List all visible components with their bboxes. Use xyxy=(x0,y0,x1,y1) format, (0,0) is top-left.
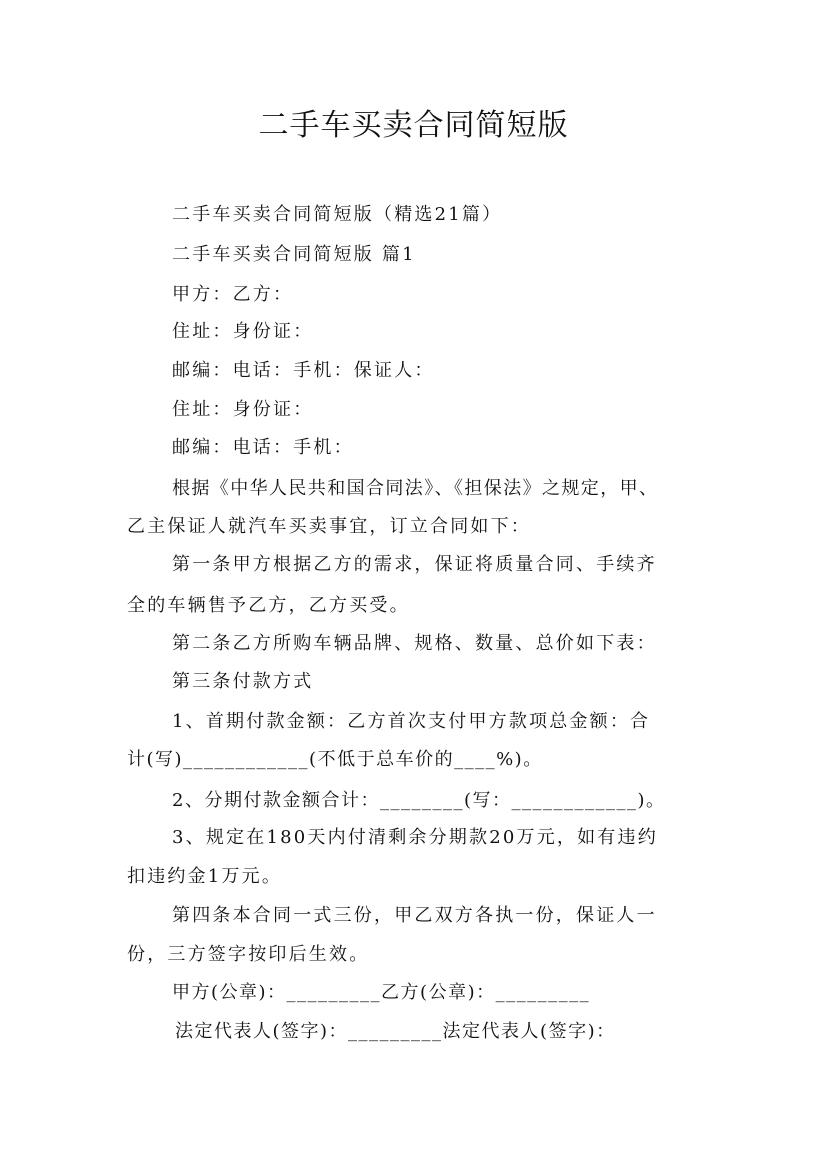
signature-line: 甲方(公章)：_________乙方(公章)：_________ xyxy=(172,982,591,1003)
payment-item: 计(写)____________(不低于总车价的____%)。 xyxy=(127,749,543,770)
section-heading: 二手车买卖合同简短版 篇1 xyxy=(172,244,416,265)
payment-item: 3、规定在180天内付清剩余分期款20万元，如有违约 xyxy=(172,827,658,848)
paragraph-line: 乙主保证人就汽车买卖事宜，订立合同如下： xyxy=(127,516,531,537)
payment-item: 1、首期付款金额：乙方首次支付甲方款项总金额：合 xyxy=(172,711,651,732)
contact-line: 邮编：电话：手机：保证人： xyxy=(172,360,435,381)
address-line: 住址：身份证： xyxy=(172,321,314,342)
document-title: 二手车买卖合同简短版 xyxy=(258,108,569,143)
clause-line: 第一条甲方根据乙方的需求，保证将质量合同、手续齐 xyxy=(172,554,657,575)
clause-heading: 第三条付款方式 xyxy=(172,671,314,692)
subtitle-line: 二手车买卖合同简短版（精选21篇） xyxy=(172,204,503,225)
signature-line: 法定代表人(签字)：_________法定代表人(签字)： xyxy=(175,1021,616,1042)
clause-line: 第四条本合同一式三份，甲乙双方各执一份，保证人一 xyxy=(172,905,657,926)
clause-line: 全的车辆售予乙方，乙方买受。 xyxy=(127,595,410,616)
clause-line: 份，三方签字按印后生效。 xyxy=(127,944,370,965)
party-line: 甲方：乙方： xyxy=(172,284,294,305)
clause-line: 第二条乙方所购车辆品牌、规格、数量、总价如下表： xyxy=(172,633,657,654)
address-line-2: 住址：身份证： xyxy=(172,399,314,420)
contact-line-2: 邮编：电话：手机： xyxy=(172,437,354,458)
payment-item: 扣违约金1万元。 xyxy=(127,866,283,887)
payment-item: 2、分期付款金额合计：________(写：____________)。 xyxy=(172,790,666,811)
paragraph-line: 根据《中华人民共和国合同法》、《担保法》之规定，甲、 xyxy=(172,478,659,499)
